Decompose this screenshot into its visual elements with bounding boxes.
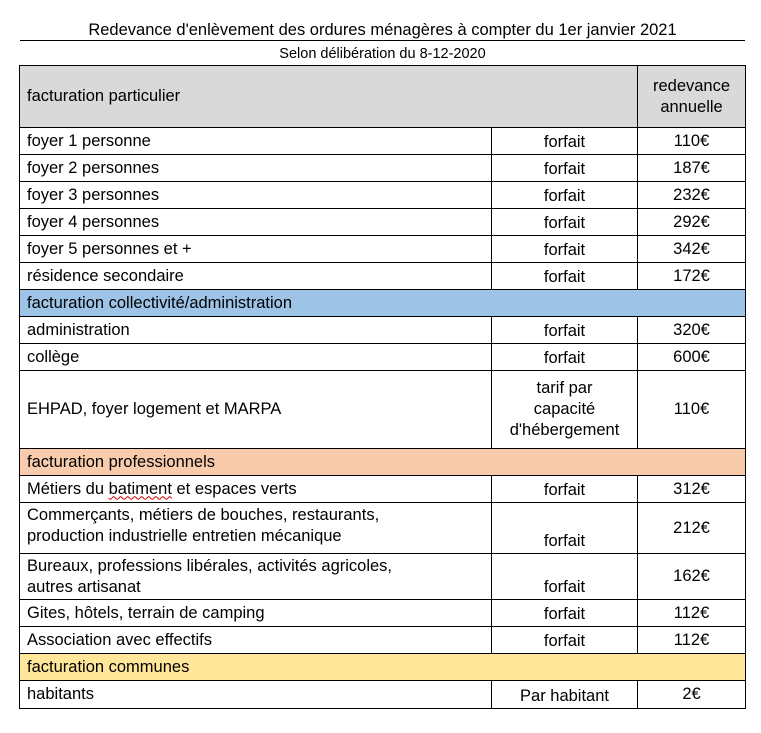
section-header-communes bbox=[20, 654, 746, 681]
row-type-line3: d'hébergement bbox=[509, 421, 620, 439]
row-type: forfait bbox=[492, 263, 638, 290]
row-label bbox=[20, 554, 492, 600]
row-label: résidence secondaire bbox=[20, 263, 492, 290]
header-category: facturation particulier bbox=[20, 66, 638, 128]
table-row bbox=[20, 182, 746, 209]
row-type: forfait bbox=[492, 503, 638, 554]
row-label: collège bbox=[20, 344, 492, 371]
row-label: foyer 3 personnes bbox=[20, 182, 492, 209]
row-label-part1: Métiers du bbox=[27, 479, 109, 498]
page-subtitle: Selon délibération du 8-12-2020 bbox=[279, 46, 486, 62]
fee-table bbox=[19, 65, 746, 709]
row-label-line1: Bureaux, professions libérales, activités agricoles, bbox=[27, 557, 393, 575]
row-amount: 110€ bbox=[638, 371, 746, 449]
section-header-professionnels bbox=[20, 449, 746, 476]
table-row bbox=[20, 371, 746, 449]
row-label-part2: et espaces verts bbox=[171, 479, 297, 498]
row-amount: 232€ bbox=[638, 182, 746, 209]
row-label: foyer 1 personne bbox=[20, 128, 492, 155]
row-amount: 162€ bbox=[638, 554, 746, 600]
row-type bbox=[492, 371, 638, 449]
row-amount: 2€ bbox=[638, 681, 746, 709]
header-fee-line1: redevance bbox=[652, 76, 731, 95]
table-row bbox=[20, 236, 746, 263]
table-row bbox=[20, 476, 746, 503]
row-amount: 312€ bbox=[638, 476, 746, 503]
row-type: forfait bbox=[492, 476, 638, 503]
row-amount: 212€ bbox=[638, 503, 746, 554]
table-row bbox=[20, 209, 746, 236]
section-title: facturation communes bbox=[20, 654, 746, 681]
row-label: administration bbox=[20, 317, 492, 344]
table-row bbox=[20, 681, 746, 709]
page-title: Redevance d'enlèvement des ordures ménagères à compter du 1er janvier 2021 bbox=[88, 21, 677, 39]
row-amount: 292€ bbox=[638, 209, 746, 236]
row-amount: 342€ bbox=[638, 236, 746, 263]
section-title: facturation professionnels bbox=[20, 449, 746, 476]
row-label bbox=[20, 503, 492, 554]
row-label: habitants bbox=[20, 681, 492, 709]
row-label-line2: production industrielle entretien mécanique bbox=[27, 527, 342, 545]
row-amount: 600€ bbox=[638, 344, 746, 371]
table-row bbox=[20, 503, 746, 554]
row-type: Par habitant bbox=[492, 681, 638, 709]
row-type: forfait bbox=[492, 155, 638, 182]
row-type: forfait bbox=[492, 182, 638, 209]
row-type-line2: capacité bbox=[533, 400, 596, 418]
row-type-line1: tarif par bbox=[536, 379, 593, 397]
row-type: forfait bbox=[492, 209, 638, 236]
row-type: forfait bbox=[492, 600, 638, 627]
row-type: forfait bbox=[492, 317, 638, 344]
table-row bbox=[20, 263, 746, 290]
table-row bbox=[20, 155, 746, 182]
table-row bbox=[20, 600, 746, 627]
row-label bbox=[20, 476, 492, 503]
row-label: foyer 5 personnes et + bbox=[20, 236, 492, 263]
table-header-row bbox=[20, 66, 746, 128]
row-label-line2: autres artisanat bbox=[27, 578, 141, 596]
table-row bbox=[20, 554, 746, 600]
row-amount: 320€ bbox=[638, 317, 746, 344]
row-type: forfait bbox=[492, 236, 638, 263]
table-row bbox=[20, 317, 746, 344]
row-type: forfait bbox=[492, 554, 638, 600]
table-row bbox=[20, 344, 746, 371]
row-type: forfait bbox=[492, 128, 638, 155]
section-title: facturation collectivité/administration bbox=[20, 290, 746, 317]
row-label-line1: Commerçants, métiers de bouches, restaurants, bbox=[27, 506, 380, 524]
section-header-collectivite bbox=[20, 290, 746, 317]
row-type: forfait bbox=[492, 344, 638, 371]
row-type: forfait bbox=[492, 627, 638, 654]
header-fee bbox=[638, 66, 746, 128]
row-label: Association avec effectifs bbox=[20, 627, 492, 654]
row-label: Gites, hôtels, terrain de camping bbox=[20, 600, 492, 627]
row-amount: 112€ bbox=[638, 600, 746, 627]
row-label-misspelled: batiment bbox=[108, 479, 172, 498]
row-amount: 112€ bbox=[638, 627, 746, 654]
row-label: EHPAD, foyer logement et MARPA bbox=[20, 371, 492, 449]
row-label: foyer 2 personnes bbox=[20, 155, 492, 182]
title-divider bbox=[20, 40, 745, 41]
header-fee-line2: annuelle bbox=[660, 97, 723, 116]
row-amount: 172€ bbox=[638, 263, 746, 290]
table-row bbox=[20, 128, 746, 155]
row-amount: 110€ bbox=[638, 128, 746, 155]
table-row bbox=[20, 627, 746, 654]
row-label: foyer 4 personnes bbox=[20, 209, 492, 236]
row-amount: 187€ bbox=[638, 155, 746, 182]
